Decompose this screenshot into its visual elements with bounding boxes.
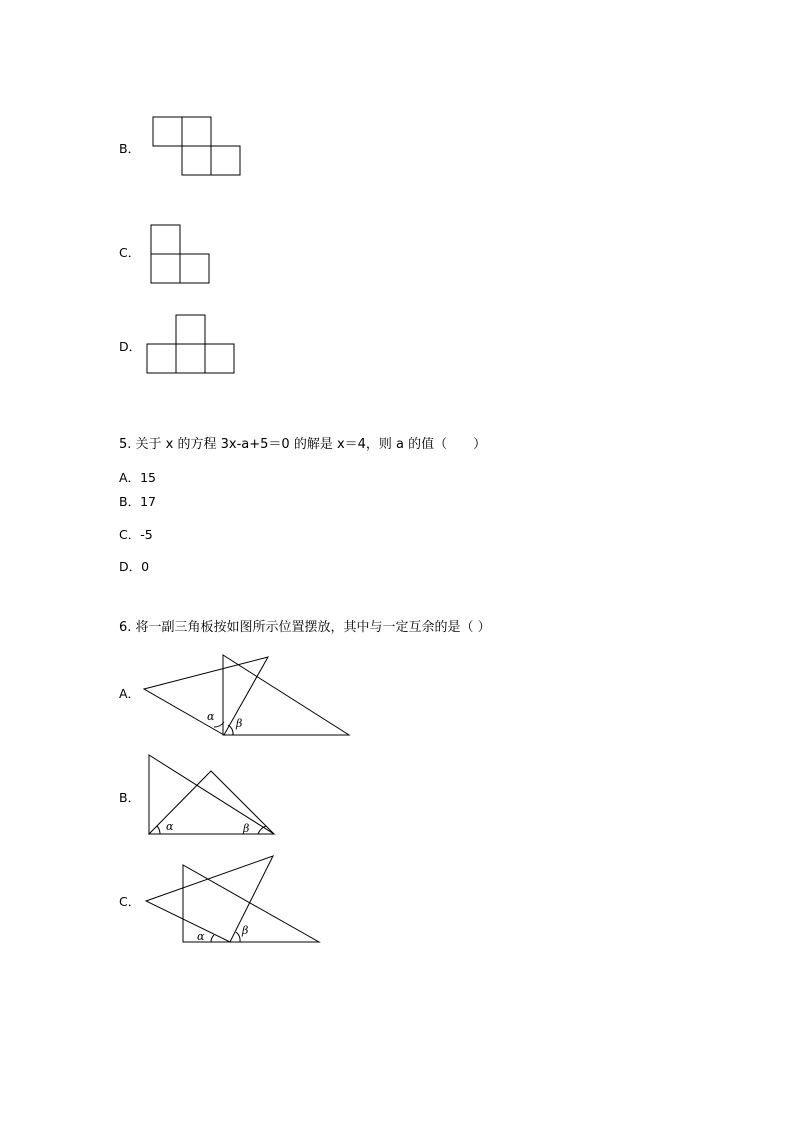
beta-label: β bbox=[242, 924, 249, 937]
option-text: 17 bbox=[140, 494, 156, 509]
option-label: B． bbox=[119, 141, 141, 156]
option-label: A． bbox=[119, 470, 141, 485]
option-text: 15 bbox=[140, 470, 156, 485]
option-label: A． bbox=[119, 686, 141, 701]
option-label: D． bbox=[119, 339, 142, 354]
question-6-stem: 6. 将一副三角板按如图所示位置摆放，其中与一定互余的是（ ） bbox=[119, 620, 491, 635]
option-label: C． bbox=[119, 245, 141, 260]
option-text: 0 bbox=[141, 559, 150, 574]
question-5-stem: 5. 关于 x 的方程 3x-a+5＝0 的解是 x＝4，则 a 的值（ ） bbox=[119, 437, 487, 452]
option-label: D． bbox=[119, 559, 142, 574]
alpha-label: α bbox=[166, 820, 174, 833]
beta-label: β bbox=[243, 822, 250, 835]
option-label: C． bbox=[119, 527, 141, 542]
option-label: B． bbox=[119, 494, 141, 509]
option-label: B． bbox=[119, 790, 141, 805]
alpha-label: α bbox=[197, 930, 205, 943]
option-label: C． bbox=[119, 894, 141, 909]
beta-label: β bbox=[236, 717, 243, 730]
option-text: -5 bbox=[140, 527, 153, 542]
alpha-label: α bbox=[207, 710, 215, 723]
